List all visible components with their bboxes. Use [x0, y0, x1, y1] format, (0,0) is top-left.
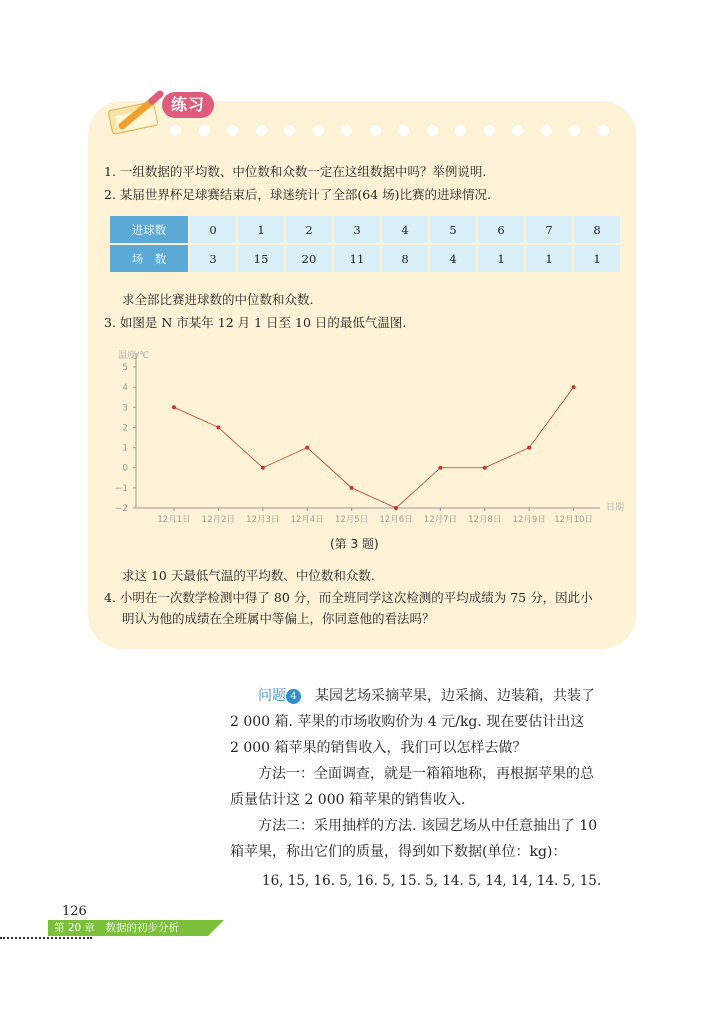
table-header: 场 数 — [109, 244, 189, 273]
table-cell: 1 — [573, 244, 621, 273]
table-cell: 1 — [237, 215, 285, 244]
y-tick-label: 5 — [122, 363, 128, 373]
table-cell: 2 — [285, 215, 333, 244]
y-tick-label: −2 — [114, 504, 128, 514]
binder-hole — [569, 125, 580, 136]
table-cell: 0 — [189, 215, 237, 244]
data-point — [394, 506, 398, 510]
binder-hole — [227, 125, 238, 136]
binder-hole — [341, 125, 352, 136]
question-1: 1. 一组数据的平均数、中位数和众数一定在这组数据中吗？举例说明. — [104, 164, 487, 179]
problem-line-2: 2 000 箱. 苹果的市场收购价为 4 元/kg. 现在要估计出这 — [230, 714, 585, 730]
binder-hole — [313, 125, 324, 136]
table-cell: 5 — [429, 215, 477, 244]
goals-table — [108, 214, 622, 274]
binder-hole — [427, 125, 438, 136]
data-point — [438, 466, 442, 470]
sample-data: 16, 15, 16. 5, 16. 5, 15. 5, 14. 5, 14, 14, 14. 5, 15. — [262, 873, 602, 889]
dotted-rule — [0, 937, 92, 939]
x-tick-label: 12月5日 — [334, 515, 369, 525]
table-cell: 7 — [525, 215, 573, 244]
binder-hole — [370, 125, 381, 136]
table-row — [109, 215, 621, 244]
method-2-line-1: 方法二：采用抽样的方法. 该园艺场从中任意抽出了 10 — [258, 818, 598, 834]
question-2-ask: 求全部比赛进球数的中位数和众数. — [122, 292, 314, 307]
x-tick-label: 12月6日 — [379, 515, 413, 525]
data-point — [172, 405, 176, 409]
x-tick-label: 12月10日 — [554, 515, 593, 525]
table-header: 进球数 — [109, 215, 189, 244]
problem-line-1 — [230, 683, 640, 709]
table-cell: 15 — [237, 244, 285, 273]
x-tick-label: 12月4日 — [290, 515, 324, 525]
exercise-badge: 练习 — [162, 92, 214, 118]
y-tick-label: 3 — [122, 403, 128, 414]
data-point — [216, 425, 220, 429]
binder-hole — [484, 125, 495, 136]
question-4-line-1: 4. 小明在一次数学检测中得了 80 分，而全班同学这次检测的平均成绩为 75 分，因此小 — [104, 590, 593, 605]
table-row — [109, 244, 621, 273]
binder-hole — [398, 125, 409, 136]
problem-text: 某园艺场采摘苹果，边采摘、边装箱，共装了 — [315, 688, 595, 704]
data-point — [527, 446, 531, 450]
problem-label: 问题 — [258, 688, 286, 704]
table-cell: 4 — [381, 215, 429, 244]
question-3: 3. 如图是 N 市某年 12 月 1 日至 10 日的最低气温图. — [104, 315, 407, 330]
chart-caption: (第 3 题) — [330, 537, 379, 551]
x-tick-label: 12月2日 — [201, 515, 236, 525]
y-tick-label: 4 — [122, 383, 128, 394]
table-cell: 11 — [333, 244, 381, 273]
binder-hole — [598, 125, 609, 136]
binder-hole — [512, 125, 523, 136]
problem-line-3: 2 000 箱苹果的销售收入，我们可以怎样去做？ — [230, 740, 527, 756]
y-axis-label: 温度/℃ — [118, 351, 150, 361]
question-3-ask: 求这 10 天最低气温的平均数、中位数和众数. — [122, 568, 375, 583]
y-tick-label: 1 — [122, 443, 128, 454]
table-cell: 8 — [381, 244, 429, 273]
table-cell: 1 — [525, 244, 573, 273]
data-point — [483, 466, 487, 470]
question-4-line-2: 明认为他的成绩在全班属中等偏上，你同意他的看法吗？ — [122, 611, 435, 626]
method-1-line-2: 质量估计这 2 000 箱苹果的销售收入. — [230, 792, 466, 808]
question-2: 2. 某届世界杯足球赛结束后，球迷统计了全部(64 场)比赛的进球情况. — [104, 187, 492, 202]
data-point — [305, 446, 309, 450]
data-point — [261, 466, 265, 470]
x-tick-label: 12月7日 — [423, 515, 458, 525]
binder-hole — [541, 125, 552, 136]
data-point — [572, 385, 576, 389]
binder-hole — [455, 125, 466, 136]
page-number: 126 — [62, 904, 87, 919]
y-tick-label: 2 — [122, 423, 128, 434]
y-tick-label: 0 — [122, 463, 128, 474]
method-2-line-2: 箱苹果，称出它们的质量，得到如下数据(单位：kg)： — [230, 844, 567, 860]
binder-holes — [170, 125, 630, 137]
y-tick-label: −1 — [114, 483, 128, 494]
problem-number: 4 — [286, 689, 301, 704]
table-cell: 1 — [477, 244, 525, 273]
table-cell: 6 — [477, 215, 525, 244]
x-tick-label: 12月9日 — [512, 515, 546, 525]
method-1-line-1: 方法一：全面调查，就是一箱箱地称，再根据苹果的总 — [258, 766, 594, 782]
binder-hole — [284, 125, 295, 136]
x-tick-label: 12月8日 — [468, 515, 502, 525]
table-cell: 20 — [285, 244, 333, 273]
binder-hole — [256, 125, 267, 136]
table-cell: 8 — [573, 215, 621, 244]
temperature-chart — [110, 345, 630, 525]
table-cell: 4 — [429, 244, 477, 273]
table-cell: 3 — [189, 244, 237, 273]
data-point — [350, 486, 354, 490]
x-axis-label: 日期 — [606, 503, 625, 513]
series-line — [174, 387, 574, 508]
x-tick-label: 12月1日 — [157, 515, 191, 525]
chapter-title: 第 20 章 数据的初步分析 — [54, 922, 180, 934]
table-cell: 3 — [333, 215, 381, 244]
x-tick-label: 12月3日 — [246, 515, 280, 525]
